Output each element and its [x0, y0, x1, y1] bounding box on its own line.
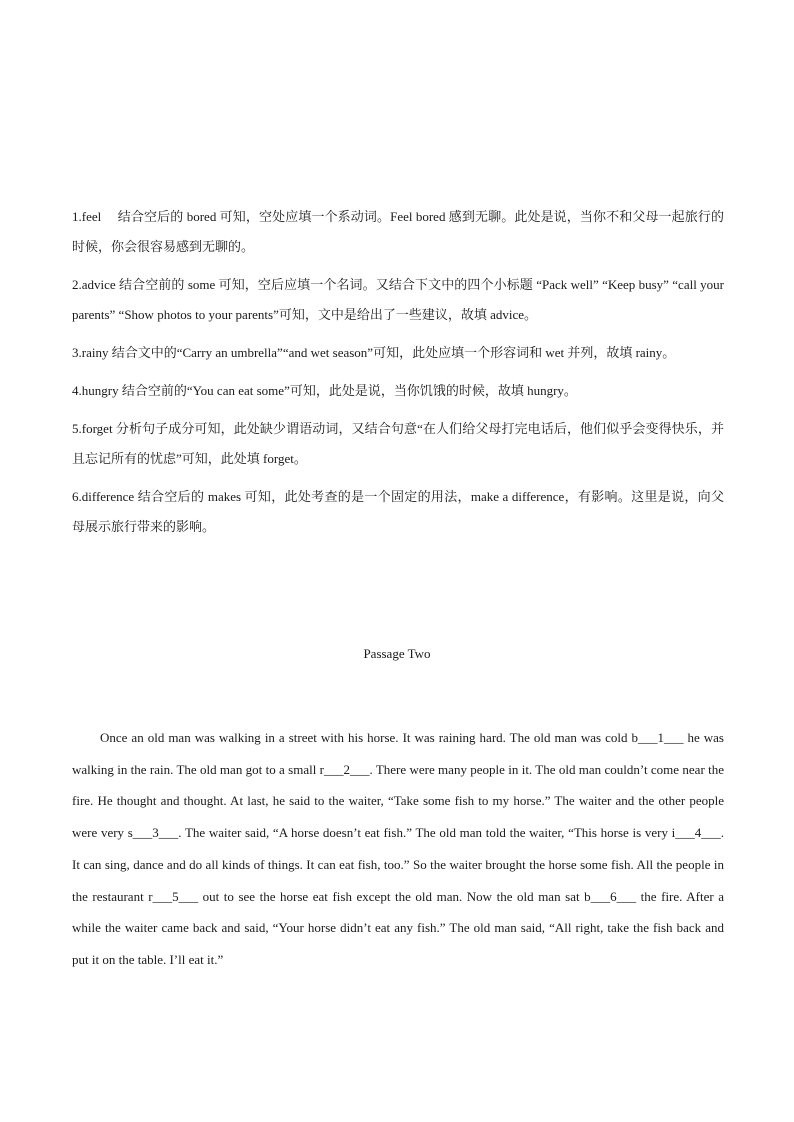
answer-item-1: 1.feel 结合空后的 bored 可知，空处应填一个系动词。Feel bored 感到无聊。此处是说，当你不和父母一起旅行的时候，你会很容易感到无聊的。 — [72, 209, 724, 254]
answer-item-2: 2.advice 结合空前的 some 可知，空后应填一个名词。又结合下文中的四个小标题 “Pack well” “Keep busy” “call your parents” “Show photos to your parents”可知，文中是给出了一些建议，故填 advice。 — [72, 277, 724, 322]
answer-item-3: 3.rainy 结合文中的“Carry an umbrella”“and wet season”可知，此处应填一个形容词和 wet 并列，故填 rainy。 — [72, 345, 676, 360]
passage-title: Passage Two — [363, 646, 431, 661]
passage-body: Once an old man was walking in a street with his horse. It was raining hard. The old man was cold b___1___ he was walking in the rain. The old man got to a small r___2___. There were many people in it. The old man couldn’t come near the fire. He thought and thought. At last, he said to the waiter, “Take some fish to my horse.” The waiter and the other people were very s___3___. The waiter said, “A horse doesn’t eat fish.” The old man told the waiter, “This horse is very i___4___. It can sing, dance and do all kinds of things. It can eat fish, too.” So the waiter brought the horse some fish. All the people in the restaurant r___5___ out to see the horse eat fish except the old man. Now the old man sat b___6___ the fire. After a while the waiter came back and said, “Your horse didn’t eat any fish.” The old man said, “All right, take the fish back and put it on the table. I’ll eat it.” — [72, 730, 724, 967]
answer-list — [72, 202, 724, 550]
answer-item-5: 5.forget 分析句子成分可知，此处缺少谓语动词，又结合句意“在人们给父母打完电话后，他们似乎会变得快乐，并且忘记所有的忧虑”可知，此处填 forget。 — [72, 421, 724, 466]
answer-item-4: 4.hungry 结合空前的“You can eat some”可知，此处是说，当你饥饿的时候，故填 hungry。 — [72, 383, 577, 398]
answer-item-6: 6.difference 结合空后的 makes 可知，此处考查的是一个固定的用法，make a difference，有影响。这里是说，向父母展示旅行带来的影响。 — [72, 489, 724, 534]
